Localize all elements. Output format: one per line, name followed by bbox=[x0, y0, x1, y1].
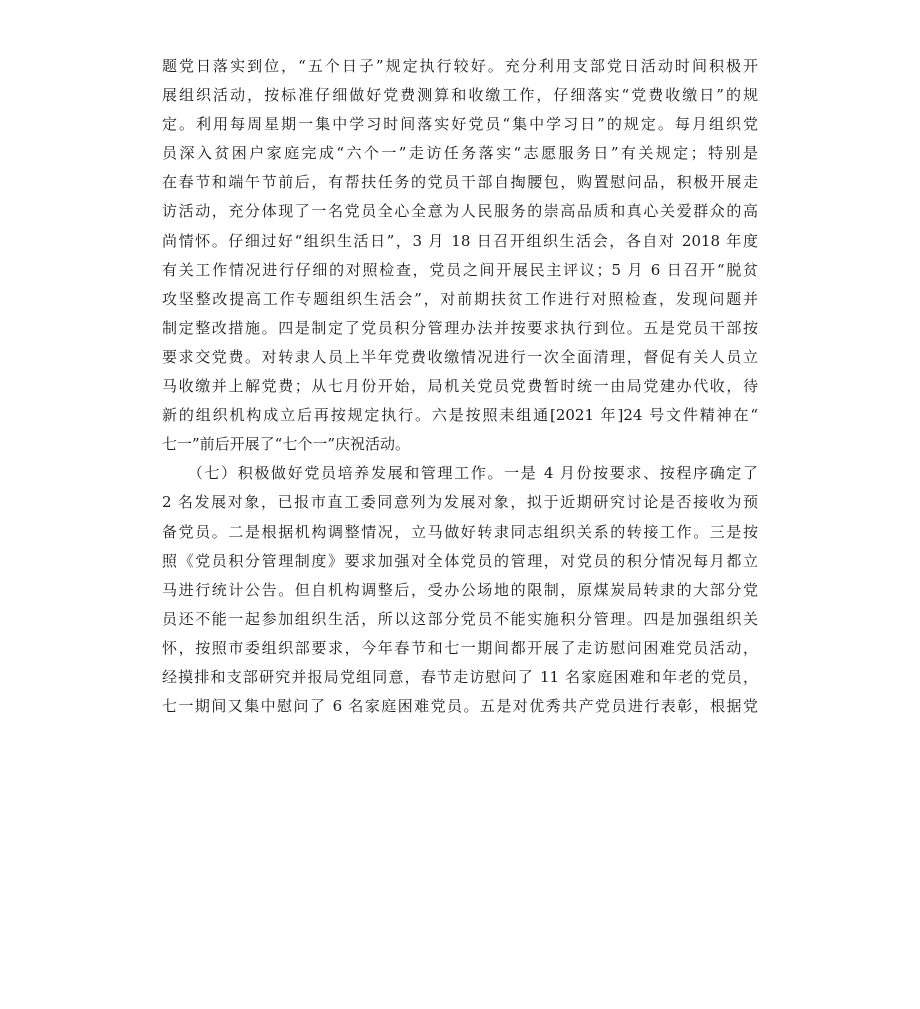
text-line: 展组织活动，按标准仔细做好党费测算和收缴工作，仔细落实“党费收缴日”的规 bbox=[162, 86, 758, 105]
text-line: 尚情怀。仔细过好“组织生活日”，3 月 18 日召开组织生活会，各自对 2018 年度 bbox=[162, 231, 758, 250]
document-body bbox=[162, 52, 758, 721]
text-line: 马收缴并上解党费；从七月份开始，局机关党员党费暂时统一由局党建办代收，待 bbox=[162, 377, 758, 396]
text-line: 要求交党费。对转隶人员上半年党费收缴情况进行一次全面清理，督促有关人员立 bbox=[162, 347, 758, 366]
paragraph-2 bbox=[162, 459, 758, 721]
paragraph-1 bbox=[162, 52, 758, 459]
text-line: （七）积极做好党员培养发展和管理工作。一是 4 月份按要求、按程序确定了 bbox=[162, 464, 758, 483]
text-line: 照《党员积分管理制度》要求加强对全体党员的管理，对党员的积分情况每月都立 bbox=[162, 551, 758, 570]
text-line: 备党员。二是根据机构调整情况，立马做好转隶同志组织关系的转接工作。三是按 bbox=[162, 522, 758, 541]
text-line: 访活动，充分体现了一名党员全心全意为人民服务的崇高品质和真心关爱群众的高 bbox=[162, 202, 758, 221]
text-line: 制定整改措施。四是制定了党员积分管理办法并按要求执行到位。五是党员干部按 bbox=[162, 318, 758, 337]
text-line: 怀，按照市委组织部要求，今年春节和七一期间都开展了走访慰问困难党员活动， bbox=[162, 638, 758, 657]
text-line: 经摸排和支部研究并报局党组同意，春节走访慰问了 11 名家庭困难和年老的党员， bbox=[162, 667, 758, 686]
text-line: 题党日落实到位，“五个日子”规定执行较好。充分利用支部党日活动时间积极开 bbox=[162, 57, 758, 75]
text-line: 2 名发展对象，已报市直工委同意列为发展对象，拟于近期研究讨论是否接收为预 bbox=[162, 493, 758, 512]
text-line: 七一”前后开展了“七个一”庆祝活动。 bbox=[162, 435, 411, 454]
text-line: 员还不能一起参加组织生活，所以这部分党员不能实施积分管理。四是加强组织关 bbox=[162, 609, 758, 628]
text-line: 有关工作情况进行仔细的对照检查，党员之间开展民主评议；5 月 6 日召开“脱贫 bbox=[162, 260, 758, 279]
text-line: 定。利用每周星期一集中学习时间落实好党员“集中学习日”的规定。每月组织党 bbox=[162, 115, 758, 134]
text-line: 新的组织机构成立后再按规定执行。六是按照耒组通[2021 年]24 号文件精神在“ bbox=[162, 406, 758, 425]
text-line: 在春节和端午节前后，有帮扶任务的党员干部自掏腰包，购置慰问品，积极开展走 bbox=[162, 173, 758, 192]
text-line: 员深入贫困户家庭完成“六个一”走访任务落实“志愿服务日”有关规定；特别是 bbox=[162, 144, 758, 163]
text-line: 七一期间又集中慰问了 6 名家庭困难党员。五是对优秀共产党员进行表彰，根据党 bbox=[162, 697, 758, 716]
text-line: 攻坚整改提高工作专题组织生活会”，对前期扶贫工作进行对照检查，发现问题并 bbox=[162, 289, 758, 308]
text-line: 马进行统计公告。但自机构调整后，受办公场地的限制，原煤炭局转隶的大部分党 bbox=[162, 580, 758, 599]
